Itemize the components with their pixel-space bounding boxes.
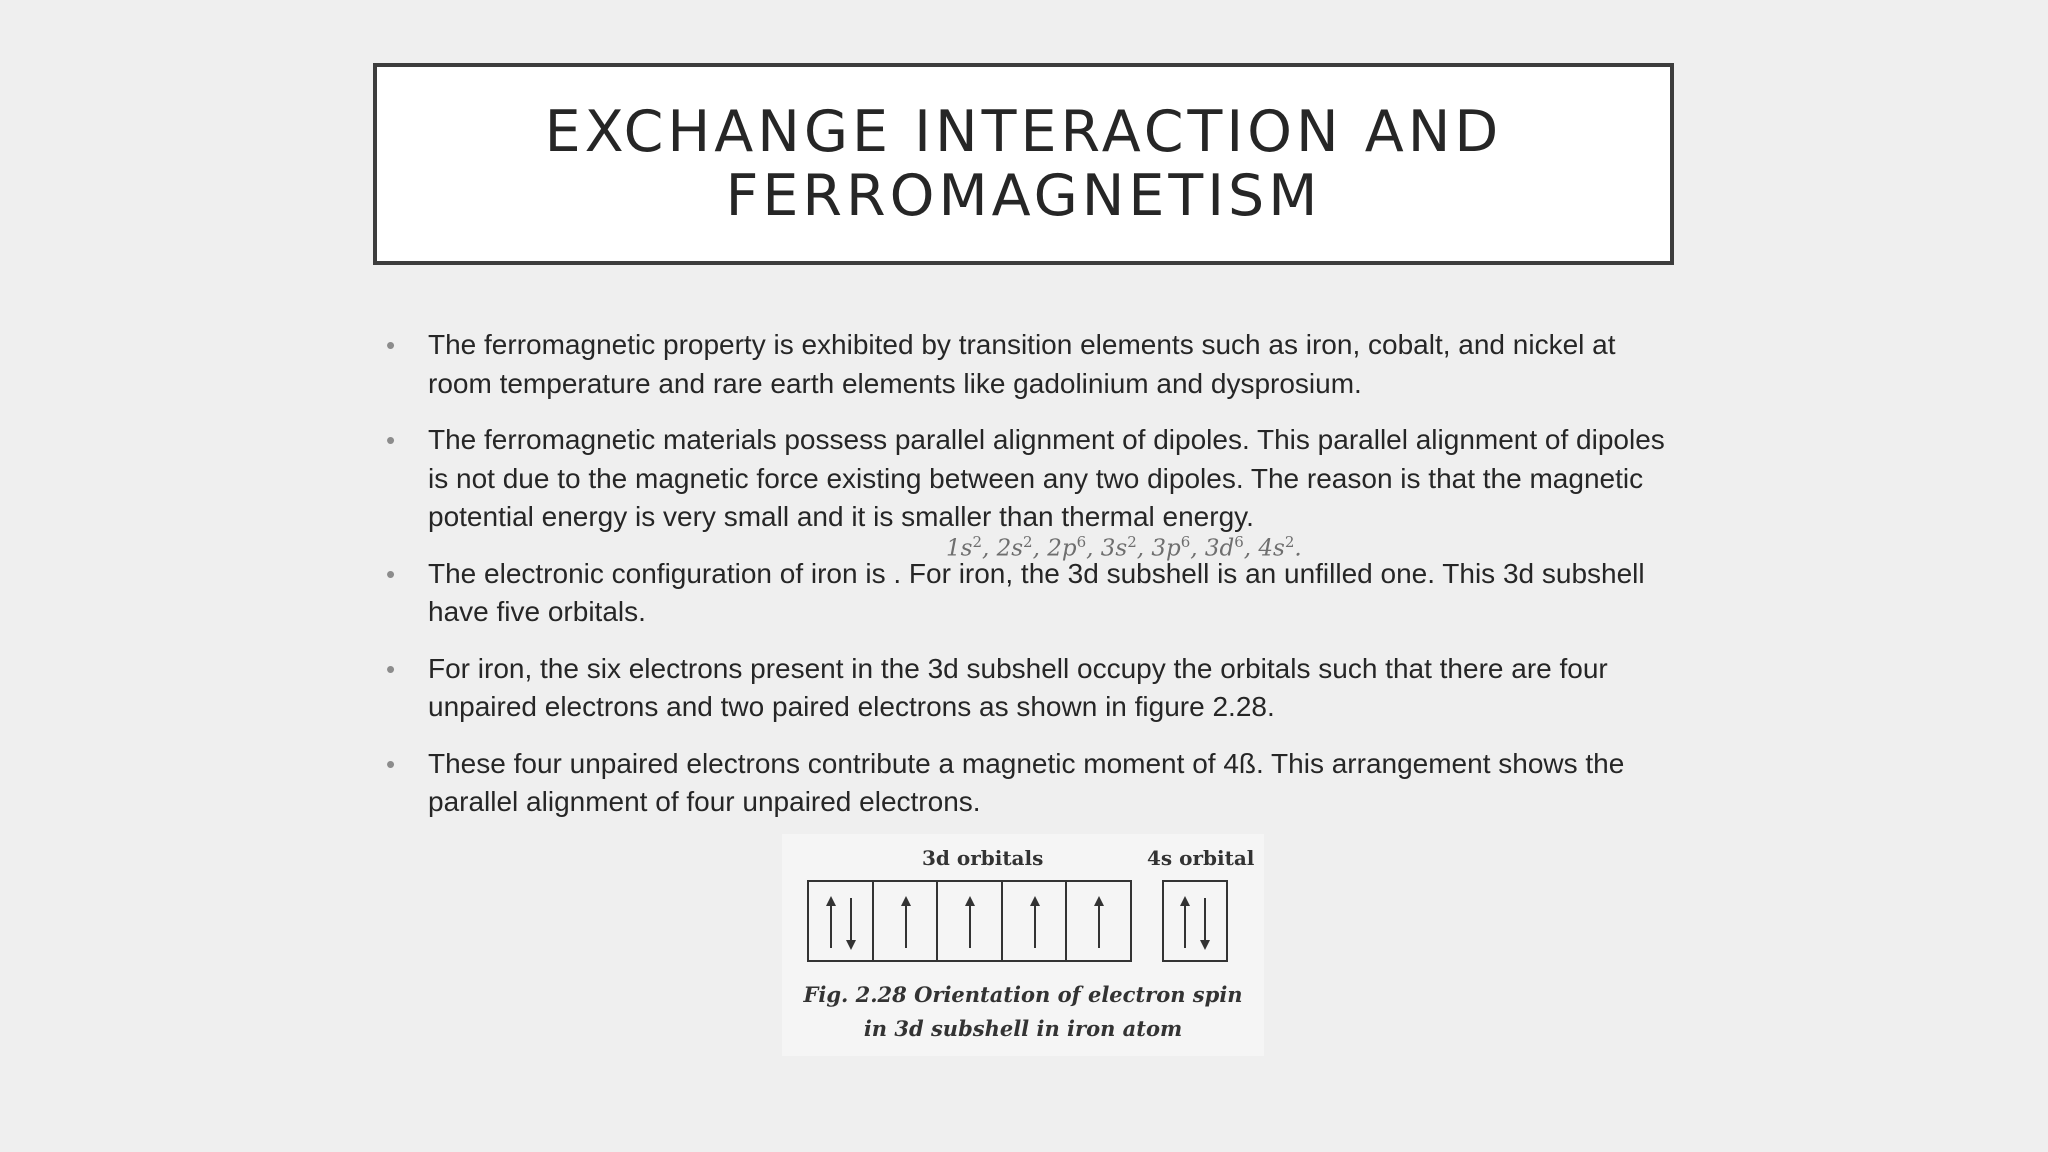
spin-up-arrow-icon xyxy=(1092,896,1106,950)
bullet-list xyxy=(386,326,1676,840)
bullet-dot-icon: • xyxy=(386,558,396,589)
orbital-box-3d xyxy=(1003,882,1068,960)
spin-up-arrow-icon xyxy=(1028,896,1042,950)
bullet-dot-icon: • xyxy=(386,330,396,360)
formula-exponent: 2 xyxy=(1127,533,1137,551)
formula-term: 3p xyxy=(1151,535,1181,562)
orbital-box-3d xyxy=(809,882,874,960)
formula-exponent: 2 xyxy=(1284,533,1295,551)
bullet-item xyxy=(386,421,1676,537)
bullet-text: The electronic configuration of iron is . For iron, the 3d subshell is an unfilled one. This 3d subshell have five orbitals. xyxy=(428,557,1645,627)
bullet-text: The ferromagnetic materials possess parallel alignment of dipoles. This parallel alignment of dipoles is not due to the magnetic force existing between any two dipoles. The reason is that the magnetic potential energy is very small and it is smaller than thermal energy. xyxy=(428,424,1665,532)
spin-down-arrow-icon xyxy=(844,896,858,950)
spin-down-arrow-icon xyxy=(1198,896,1212,950)
slide-title xyxy=(545,100,1503,228)
formula-separator: , xyxy=(1086,535,1101,562)
formula-exponent: 6 xyxy=(1180,533,1191,551)
bullet-dot-icon: • xyxy=(386,653,396,684)
bullet-item xyxy=(386,650,1676,727)
formula-exponent: 2 xyxy=(972,533,982,551)
formula-term: 3s xyxy=(1100,535,1128,562)
bullet-dot-icon: • xyxy=(386,425,396,455)
title-box xyxy=(373,63,1674,265)
spin-up-arrow-icon xyxy=(899,896,913,950)
formula-separator: . xyxy=(1294,535,1302,562)
bullet-text: The ferromagnetic property is exhibited by transition elements such as iron, cobalt, and nickel at room temperature and rare earth elements like gadolinium and dysprosium. xyxy=(428,329,1616,399)
bullet-text: For iron, the six electrons present in the 3d subshell occupy the orbitals such that there are four unpaired electrons and two paired electrons as shown in figure 2.28. xyxy=(428,652,1608,722)
bullet-item xyxy=(386,555,1676,632)
formula-term: 4s xyxy=(1258,535,1285,562)
spin-up-arrow-icon xyxy=(824,896,838,950)
label-3d-orbitals: 3d orbitals xyxy=(922,846,1044,870)
figure-caption-line-1: Fig. 2.28 Orientation of electron spin xyxy=(803,982,1243,1007)
orbitals-3d-row xyxy=(807,880,1132,962)
bullet-item xyxy=(386,326,1676,403)
formula-separator: , xyxy=(1032,535,1048,562)
formula-separator: , xyxy=(1243,535,1259,562)
title-line-1: EXCHANGE INTERACTION AND xyxy=(544,99,1503,165)
figure-caption-line-2: in 3d subshell in iron atom xyxy=(863,1016,1183,1041)
bullet-item xyxy=(386,745,1676,822)
formula-exponent: 2 xyxy=(1023,533,1033,551)
formula-term: 2s xyxy=(996,535,1024,562)
formula-separator: , xyxy=(1190,535,1205,562)
spin-up-arrow-icon xyxy=(963,896,977,950)
orbital-figure xyxy=(782,834,1264,1056)
orbital-4s-box xyxy=(1162,880,1228,962)
formula-exponent: 6 xyxy=(1076,533,1087,551)
orbital-box-3d xyxy=(1067,882,1130,960)
formula-separator: , xyxy=(1136,535,1152,562)
formula-term: 2p xyxy=(1047,535,1077,562)
formula-term: 3d xyxy=(1204,535,1235,562)
label-4s-orbital: 4s orbital xyxy=(1147,846,1255,870)
bullet-text: These four unpaired electrons contribute a magnetic moment of 4ß. This arrangement shows the parallel alignment of four unpaired electrons. xyxy=(428,747,1625,817)
orbital-box-3d xyxy=(874,882,939,960)
spin-up-arrow-icon xyxy=(1178,896,1192,950)
formula-exponent: 6 xyxy=(1234,533,1244,551)
orbital-box-3d xyxy=(938,882,1003,960)
title-line-2: FERROMAGNETISM xyxy=(725,163,1322,229)
formula-separator: , xyxy=(981,535,997,562)
electron-configuration-formula xyxy=(946,533,1302,562)
bullet-dot-icon: • xyxy=(386,748,396,779)
formula-term: 1s xyxy=(946,535,973,562)
